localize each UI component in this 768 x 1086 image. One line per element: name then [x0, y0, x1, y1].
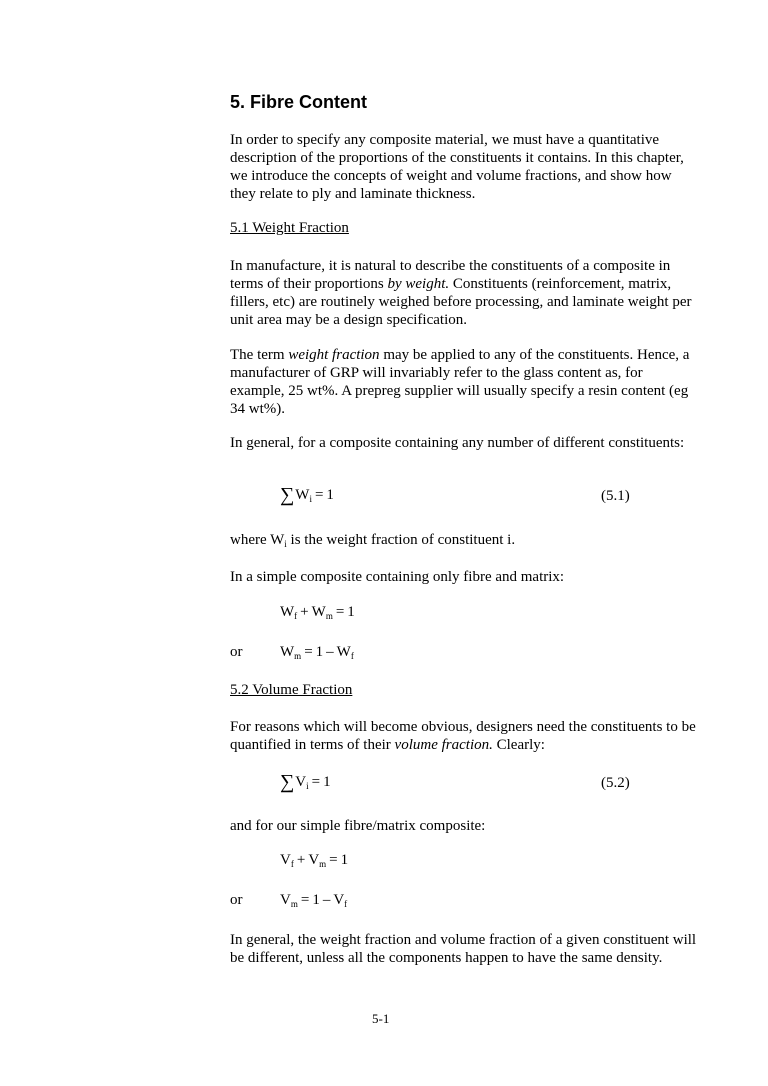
section-heading-weight-fraction: 5.1 Weight Fraction: [230, 220, 349, 236]
equation-vf-plus-vm: [280, 852, 348, 869]
eq-constant: 1: [326, 487, 334, 503]
text-run: is the weight fraction of constituent i.: [286, 532, 516, 548]
eq-constant: 1: [340, 852, 349, 868]
weight-fraction-paragraph-3: In general, for a composite containing any number of different constituents:: [230, 435, 685, 451]
equation-number-5-2: (5.2): [601, 775, 630, 791]
eq-symbol: W: [311, 604, 326, 620]
section-heading-volume-fraction: 5.2 Volume Fraction: [230, 682, 353, 698]
weight-fraction-paragraph-2: [230, 346, 700, 418]
text-run: The term: [230, 347, 289, 363]
eq-operator: –: [322, 892, 331, 908]
eq-constant: 1: [323, 774, 331, 790]
eq-subscript: f: [290, 859, 294, 869]
sigma-symbol: ∑: [280, 484, 295, 506]
eq-subscript: f: [294, 611, 298, 621]
eq-subscript: i: [306, 781, 309, 791]
volume-fraction-paragraph-1: [230, 718, 700, 754]
eq-symbol: V: [333, 892, 345, 908]
equation-wf-plus-wm: [280, 604, 355, 621]
page-title: 5. Fibre Content: [230, 92, 368, 112]
equation-vm-equals: [280, 892, 347, 909]
text-run: Constituents (reinforcement, matrix, fillers, etc) are routinely weighed before processing, and laminate weight per unit area may be a design specification.: [230, 276, 692, 328]
eq-symbol: W: [280, 604, 295, 620]
volume-fraction-paragraph-2: and for our simple fibre/matrix composite:: [230, 818, 486, 834]
eq-constant: 1: [312, 892, 320, 908]
text-run: may be applied to any of the constituents. Hence, a manufacturer of GRP will invariably refer to the glass content as, for example, 25 wt%. A prepreg supplier will usually specify a resin content (eg 34 wt%).: [230, 347, 690, 417]
eq-operator: +: [296, 852, 306, 868]
where-definition: [230, 532, 515, 549]
eq-subscript: m: [319, 859, 327, 869]
eq-operator: –: [326, 644, 334, 660]
intro-paragraph: In order to specify any composite material, we must have a quantitative description of the proportions of the constituents it contains. In this chapter, we introduce the concepts of weight and volume fractions, and show how they relate to ply and laminate thickness.: [230, 132, 684, 202]
equation-5-2: [280, 771, 331, 794]
eq-subscript: m: [290, 899, 298, 909]
page-number: 5-1: [372, 1011, 390, 1026]
eq-subscript: i: [309, 494, 312, 504]
eq-subscript: m: [294, 651, 302, 661]
or-label: or: [230, 644, 243, 660]
text-run: For reasons which will become obvious, designers need the constituents to be quantified in terms of their: [230, 719, 696, 753]
equation-number-5-1: (5.1): [601, 488, 630, 504]
emphasis-by-weight: by weight.: [387, 276, 450, 292]
eq-subscript: m: [325, 611, 333, 621]
eq-operator: =: [314, 487, 324, 503]
equation-5-1: [280, 484, 334, 507]
eq-symbol: W: [336, 644, 351, 660]
eq-operator: +: [300, 604, 309, 620]
weight-fraction-paragraph-4: In a simple composite containing only fibre and matrix:: [230, 569, 565, 585]
eq-operator: =: [329, 852, 338, 868]
or-label: or: [230, 892, 243, 908]
volume-fraction-paragraph-3: In general, the weight fraction and volume fraction of a given constituent will be different, unless all the components happen to have the same density.: [230, 932, 697, 966]
text-run: Clearly:: [492, 737, 545, 753]
eq-operator: =: [311, 774, 321, 790]
eq-constant: 1: [315, 644, 324, 660]
text-run: In manufacture, it is natural to describe the constituents of a composite in terms of their proportions: [230, 258, 671, 292]
eq-symbol: V: [308, 852, 320, 868]
eq-subscript: f: [344, 899, 348, 909]
eq-symbol: W: [295, 487, 310, 503]
eq-constant: 1: [347, 604, 355, 620]
eq-subscript: i: [284, 539, 287, 549]
eq-symbol: W: [280, 644, 295, 660]
weight-fraction-paragraph-1: [230, 257, 700, 329]
eq-symbol: V: [295, 774, 307, 790]
eq-symbol: V: [280, 892, 291, 908]
eq-operator: =: [300, 892, 310, 908]
emphasis-weight-fraction: weight fraction: [288, 347, 380, 363]
equation-wm-equals: [280, 644, 354, 661]
eq-subscript: f: [350, 651, 354, 661]
sigma-symbol: ∑: [280, 771, 295, 793]
text-run: where W: [230, 532, 285, 548]
emphasis-volume-fraction: volume fraction.: [394, 737, 493, 753]
eq-operator: =: [304, 644, 313, 660]
eq-operator: =: [335, 604, 345, 620]
eq-symbol: V: [280, 852, 291, 868]
